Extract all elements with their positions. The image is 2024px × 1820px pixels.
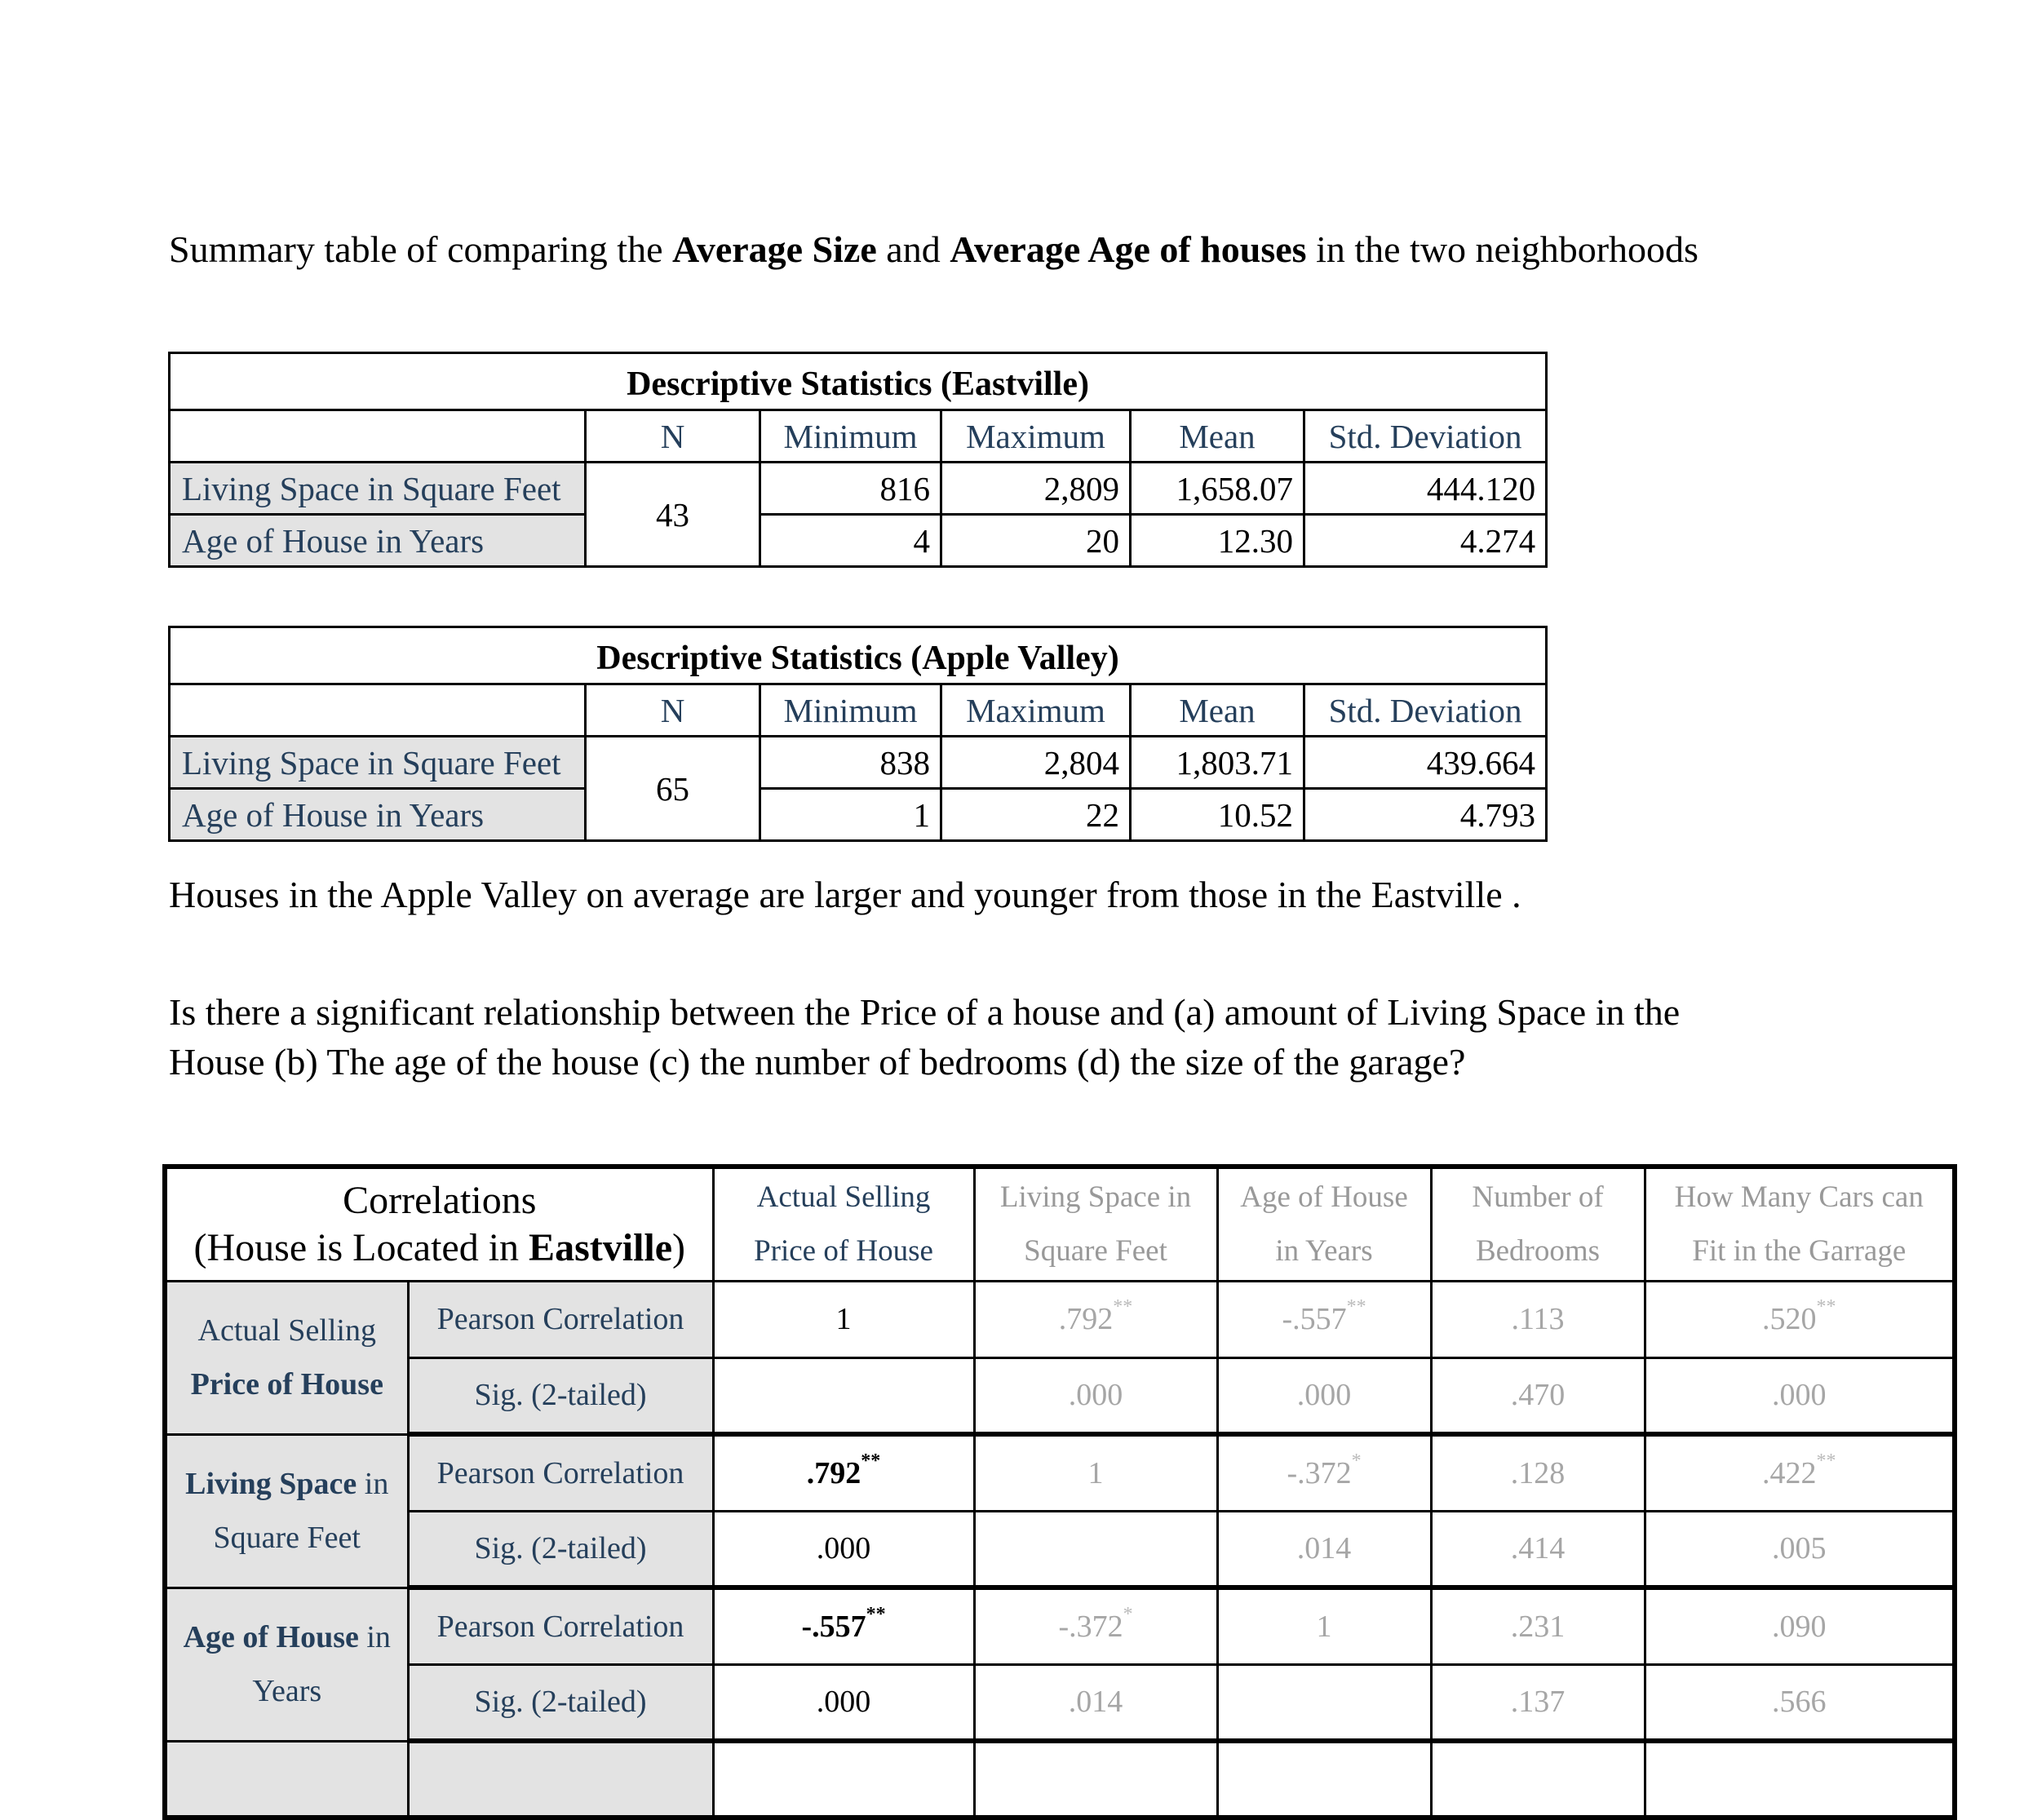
corr-number: -.372 [1287, 1455, 1352, 1490]
stat-label-cutoff [408, 1741, 713, 1818]
sig-value: .014 [1217, 1511, 1431, 1588]
intro-paragraph [169, 224, 1698, 274]
corr-value [713, 1434, 974, 1511]
cutoff-cell [974, 1741, 1217, 1818]
col-header-line2: Price of House [754, 1233, 933, 1268]
cutoff-cell [713, 1741, 974, 1818]
significance-marker: * [1351, 1450, 1362, 1472]
col-header-line2: Bedrooms [1475, 1233, 1601, 1268]
variable-name-line1: Actual Selling [197, 1313, 376, 1348]
corr-number: -.372 [1058, 1609, 1123, 1644]
col-header-bedrooms [1431, 1167, 1645, 1281]
intro-text: and [876, 228, 950, 270]
correlations-title-line1: Correlations [343, 1178, 537, 1222]
row-label: Living Space in Square Feet [170, 737, 586, 789]
mean-value: 1,803.71 [1131, 737, 1304, 789]
mean-value: 1,658.07 [1131, 463, 1304, 515]
table-row [165, 1664, 1955, 1741]
col-header-price [713, 1167, 974, 1281]
cutoff-cell [1431, 1741, 1645, 1818]
corr-value [1217, 1588, 1431, 1664]
intro-bold-age: Average Age of houses [950, 228, 1307, 270]
corr-number: .113 [1511, 1302, 1565, 1336]
significance-marker: ** [1346, 1296, 1366, 1317]
variable-name-rest: in [358, 1620, 391, 1654]
n-value: 43 [586, 463, 760, 567]
sig-value [1217, 1664, 1431, 1741]
corr-number: -.557 [1282, 1302, 1347, 1336]
sig-value: .000 [1645, 1357, 1955, 1434]
corr-number: .422 [1762, 1455, 1817, 1490]
corr-number: -.557 [801, 1609, 866, 1644]
variable-name-cutoff [165, 1741, 408, 1818]
col-header-line2: Fit in the Garrage [1692, 1233, 1907, 1268]
corr-number: .520 [1762, 1302, 1817, 1336]
col-header-line2: Square Feet [1024, 1233, 1167, 1268]
mean-value: 12.30 [1131, 515, 1304, 567]
sig-value: .005 [1645, 1511, 1955, 1588]
descriptive-table-apple-valley [168, 626, 1548, 842]
sig-value [713, 1357, 974, 1434]
conclusion-paragraph: Houses in the Apple Valley on average are larger and younger from those in the Eastville . [169, 874, 1521, 915]
corr-value [1217, 1434, 1431, 1511]
significance-marker: ** [866, 1603, 886, 1625]
corr-number: 1 [1087, 1455, 1104, 1490]
col-header-line1: Number of [1472, 1180, 1604, 1214]
question-paragraph [169, 987, 1680, 1087]
row-label: Age of House in Years [170, 515, 586, 567]
sig-value: .000 [713, 1664, 974, 1741]
sd-value: 4.793 [1304, 789, 1547, 841]
col-header-std-deviation: Std. Deviation [1304, 410, 1547, 463]
table-row [165, 1281, 1955, 1357]
corr-value [713, 1281, 974, 1357]
variable-name-bold: Age of House [183, 1620, 359, 1654]
corr-value [713, 1588, 974, 1664]
corr-value [1431, 1434, 1645, 1511]
corr-value [1431, 1588, 1645, 1664]
table-row [170, 463, 1547, 515]
min-value: 4 [760, 515, 941, 567]
corr-number: .792 [1058, 1302, 1114, 1336]
max-value: 20 [941, 515, 1131, 567]
corr-number: .792 [806, 1455, 861, 1490]
col-header-line1: How Many Cars can [1674, 1180, 1924, 1214]
stat-label-pearson: Pearson Correlation [408, 1434, 713, 1511]
col-header-age [1217, 1167, 1431, 1281]
variable-name-age [165, 1588, 408, 1741]
empty-header [170, 684, 586, 737]
table-row [170, 737, 1547, 789]
table-row [165, 1434, 1955, 1511]
variable-name-living-space [165, 1434, 408, 1588]
col-header-minimum: Minimum [760, 684, 941, 737]
stat-label-pearson: Pearson Correlation [408, 1281, 713, 1357]
col-header-std-deviation: Std. Deviation [1304, 684, 1547, 737]
col-header-maximum: Maximum [941, 410, 1131, 463]
sd-value: 439.664 [1304, 737, 1547, 789]
min-value: 816 [760, 463, 941, 515]
corr-value [1645, 1588, 1955, 1664]
table-row [165, 1511, 1955, 1588]
sig-value: .137 [1431, 1664, 1645, 1741]
table-row [165, 1741, 1955, 1818]
col-header-living-space [974, 1167, 1217, 1281]
min-value: 1 [760, 789, 941, 841]
col-header-line2: in Years [1275, 1233, 1373, 1268]
corr-value [1645, 1434, 1955, 1511]
col-header-n: N [586, 684, 760, 737]
sig-value: .000 [1217, 1357, 1431, 1434]
col-header-mean: Mean [1131, 410, 1304, 463]
significance-marker: ** [1816, 1296, 1836, 1317]
min-value: 838 [760, 737, 941, 789]
sig-value [974, 1511, 1217, 1588]
significance-marker: ** [1816, 1450, 1836, 1472]
mean-value: 10.52 [1131, 789, 1304, 841]
max-value: 2,804 [941, 737, 1131, 789]
sig-value: .470 [1431, 1357, 1645, 1434]
corr-number: 1 [1316, 1609, 1332, 1644]
table-row [165, 1357, 1955, 1434]
corr-number: .231 [1510, 1609, 1566, 1644]
sig-value: .000 [974, 1357, 1217, 1434]
stat-label-sig: Sig. (2-tailed) [408, 1511, 713, 1588]
table-title: Descriptive Statistics (Apple Valley) [170, 627, 1547, 684]
cutoff-cell [1217, 1741, 1431, 1818]
stat-label-pearson: Pearson Correlation [408, 1588, 713, 1664]
table-row [170, 515, 1547, 567]
corr-value [974, 1588, 1217, 1664]
stat-label-sig: Sig. (2-tailed) [408, 1357, 713, 1434]
corr-number: 1 [835, 1302, 852, 1336]
correlations-title [165, 1167, 713, 1281]
sd-value: 444.120 [1304, 463, 1547, 515]
corr-value [1217, 1281, 1431, 1357]
stat-label-sig: Sig. (2-tailed) [408, 1664, 713, 1741]
row-label: Age of House in Years [170, 789, 586, 841]
col-header-line1: Age of House [1240, 1180, 1408, 1214]
row-label: Living Space in Square Feet [170, 463, 586, 515]
col-header-maximum: Maximum [941, 684, 1131, 737]
corr-value [974, 1434, 1217, 1511]
col-header-line1: Living Space in [999, 1180, 1192, 1214]
corr-value [1645, 1281, 1955, 1357]
max-value: 2,809 [941, 463, 1131, 515]
col-header-line1: Actual Selling [756, 1180, 931, 1214]
correlations-title-suffix: ) [672, 1225, 686, 1269]
col-header-garage [1645, 1167, 1955, 1281]
question-line-2: House (b) The age of the house (c) the number of bedrooms (d) the size of the garage? [169, 1041, 1466, 1083]
variable-name-line2: Price of House [190, 1367, 383, 1402]
corr-number: .090 [1772, 1609, 1827, 1644]
table-row [165, 1588, 1955, 1664]
max-value: 22 [941, 789, 1131, 841]
significance-marker: ** [861, 1450, 881, 1472]
sig-value: .414 [1431, 1511, 1645, 1588]
intro-bold-size: Average Size [672, 228, 877, 270]
col-header-mean: Mean [1131, 684, 1304, 737]
significance-marker: * [1123, 1603, 1133, 1625]
sig-value: .566 [1645, 1664, 1955, 1741]
table-title: Descriptive Statistics (Eastville) [170, 353, 1547, 410]
table-row [170, 789, 1547, 841]
correlations-title-prefix: (House is Located in [193, 1225, 529, 1269]
cutoff-cell [1645, 1741, 1955, 1818]
sig-value: .000 [713, 1511, 974, 1588]
corr-number: .128 [1510, 1455, 1566, 1490]
col-header-minimum: Minimum [760, 410, 941, 463]
col-header-n: N [586, 410, 760, 463]
n-value: 65 [586, 737, 760, 841]
intro-text: in the two neighborhoods [1306, 228, 1698, 270]
question-line-1: Is there a significant relationship between the Price of a house and (a) amount of Living Space in the [169, 991, 1681, 1033]
variable-name-price [165, 1281, 408, 1434]
intro-text: Summary table of comparing the [169, 228, 673, 270]
sd-value: 4.274 [1304, 515, 1547, 567]
correlations-table [162, 1164, 1957, 1820]
variable-name-bold: Living Space [185, 1467, 357, 1501]
sig-value: .014 [974, 1664, 1217, 1741]
significance-marker: ** [1113, 1296, 1133, 1317]
correlations-title-bold: Eastville [529, 1225, 673, 1269]
variable-name-rest: in [357, 1467, 389, 1501]
descriptive-table-eastville [168, 352, 1548, 568]
variable-name-line2: Years [252, 1674, 322, 1708]
corr-value [974, 1281, 1217, 1357]
variable-name-line2: Square Feet [213, 1521, 361, 1555]
empty-header [170, 410, 586, 463]
corr-value [1431, 1281, 1645, 1357]
